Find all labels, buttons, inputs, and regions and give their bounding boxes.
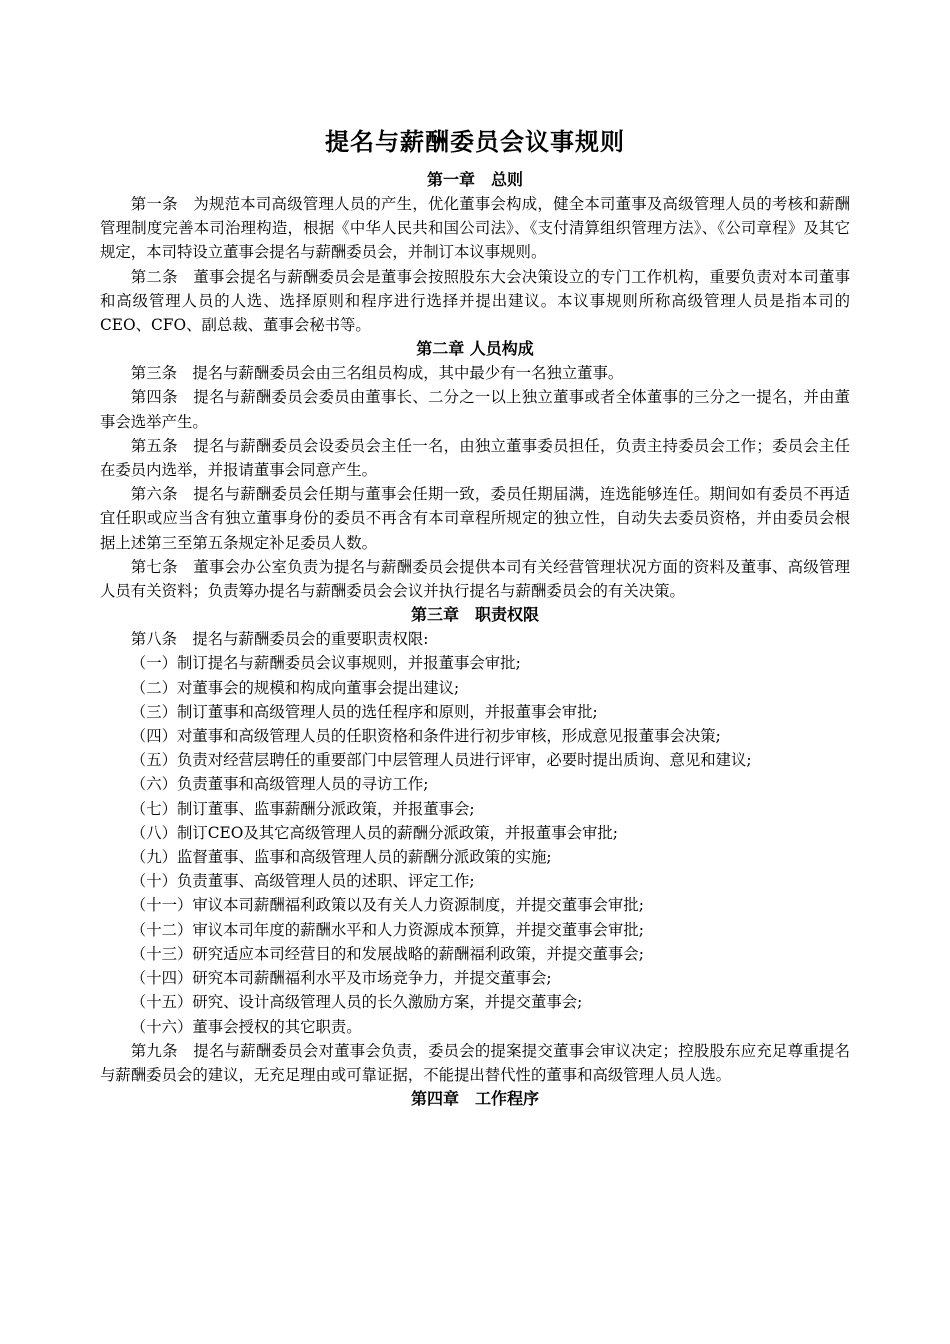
article-3: 第三条 提名与薪酬委员会由三名组员构成，其中最少有一名独立董事。 [130,364,624,383]
list-item: （六）负责董事和高级管理人员的寻访工作; [130,775,429,794]
article-1: 第一条 为规范本司高级管理人员的产生，优化董事会构成，健全本司董事及高级管理人员的考核和薪酬管理制度完善本司治理构造，根据《中华人民共和国公司法》、《支付清算组织管理方法》、《公司章程》及其它规定，本司特设立董事会提名与薪酬委员会，并制订本议事规则。 [100,195,850,262]
list-item: （十二）审议本司年度的薪酬水平和人力资源成本预算，并提交董事会审批; [130,920,644,939]
list-item: （八）制订CEO及其它高级管理人员的薪酬分派政策，并报董事会审批; [130,823,618,842]
list-item: （九）监督董事、监事和高级管理人员的薪酬分派政策的实施; [130,848,552,867]
article-4: 第四条 提名与薪酬委员会委员由董事长、二分之一以上独立董事或者全体董事的三分之一提名，并由董事会选举产生。 [100,388,850,431]
chapter-1-heading: 第一章 总则 [426,170,523,189]
article-5: 第五条 提名与薪酬委员会设委员会主任一名，由独立董事委员担任，负责主持委员会工作；委员会主任在委员内选举，并报请董事会同意产生。 [100,436,850,480]
list-item: （五）负责对经营层聘任的重要部门中层管理人员进行评审，必要时提出质询、意见和建议; [130,751,752,770]
list-item: （十四）研究本司薪酬福利水平及市场竞争力，并提交董事会; [130,969,552,988]
list-item: （三）制订董事和高级管理人员的选任程序和原则，并报董事会审批; [130,702,598,721]
document-title: 提名与薪酬委员会议事规则 [325,127,625,156]
list-item: （二）对董事会的规模和构成向董事会提出建议; [130,678,460,697]
list-item: （十五）研究、设计高级管理人员的长久激励方案，并提交董事会; [130,993,583,1012]
article-6: 第六条 提名与薪酬委员会任期与董事会任期一致，委员任期届满，连选能够连任。期间如有委员不再适宜任职或应当含有独立董事身份的委员不再含有本司章程所规定的独立性，自动失去委员资格，并由委员会根据上述第三至第五条规定补足委员人数。 [100,485,850,552]
list-item: （四）对董事和高级管理人员的任职资格和条件进行初步审核，形成意见报董事会决策; [130,727,721,746]
article-2: 第二条 董事会提名与薪酬委员会是董事会按照股东大会决策设立的专门工作机构，重要负责对本司董事和高级管理人员的人选、选择原则和程序进行选择并提出建议。本议事规则所称高级管理人员是指本司的CEO、CFO、副总裁、董事会秘书等。 [100,267,850,335]
chapter-3-heading: 第三章 职责权限 [410,605,539,625]
chapter-4-heading: 第四章 工作程序 [410,1089,539,1109]
list-item: （一）制订提名与薪酬委员会议事规则，并报董事会审批; [130,654,521,673]
list-item: （十六）董事会授权的其它职责。 [130,1017,362,1036]
article-9: 第九条 提名与薪酬委员会对董事会负责，委员会的提案提交董事会审议决定；控股股东应充足尊重提名与薪酬委员会的建议，无充足理由或可靠证据，不能提出替代性的董事和高级管理人员人选。 [100,1041,850,1084]
chapter-2-heading: 第二章 人员构成 [416,339,534,359]
article-7: 第七条 董事会办公室负责为提名与薪酬委员会提供本司有关经营管理状况方面的资料及董事、高级管理人员有关资料；负责筹办提名与薪酬委员会会议并执行提名与薪酬委员会的有关决策。 [100,557,850,601]
article-8: 第八条 提名与薪酬委员会的重要职责权限: [130,630,429,649]
list-item: （十）负责董事、高级管理人员的述职、评定工作; [130,872,475,891]
list-item: （十一）审议本司薪酬福利政策以及有关人力资源制度，并提交董事会审批; [130,896,644,915]
document-page [100,120,850,1111]
list-item: （七）制订董事、监事薪酬分派政策，并报董事会; [130,799,475,818]
list-item: （十三）研究适应本司经营目的和发展战略的薪酬福利政策，并提交董事会; [130,944,644,963]
